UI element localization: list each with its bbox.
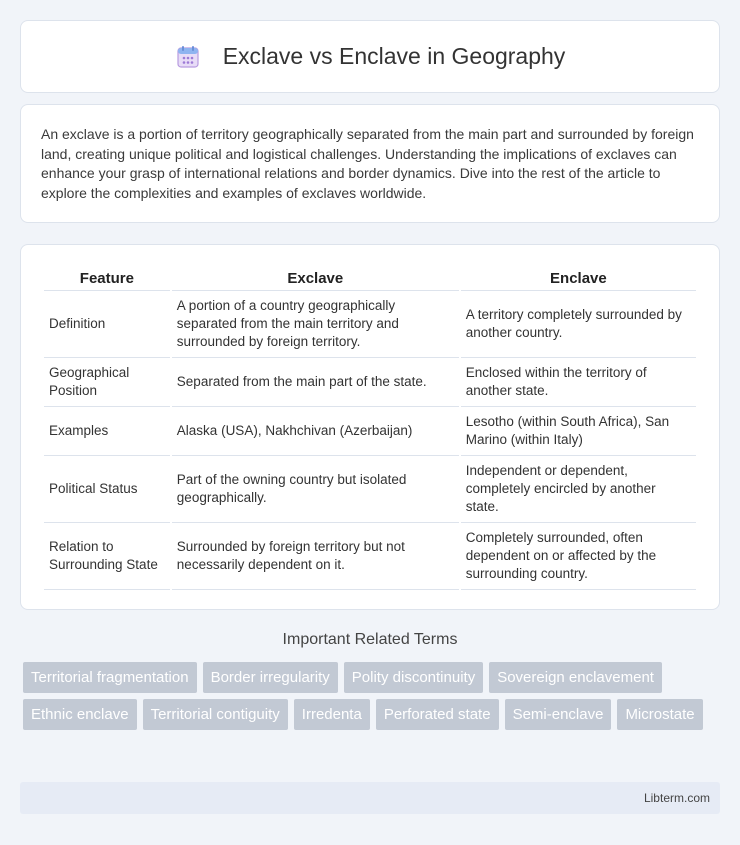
term-tag[interactable]: Ethnic enclave xyxy=(23,699,137,730)
table-cell-enclave: Completely surrounded, often dependent on or affected by the surrounding country. xyxy=(461,523,696,590)
table-row xyxy=(44,291,696,358)
footer xyxy=(20,782,720,814)
table-cell-enclave: Independent or dependent, completely encircled by another state. xyxy=(461,456,696,523)
comparison-table-card xyxy=(20,244,720,610)
header-exclave: Exclave xyxy=(172,265,459,291)
term-tag[interactable]: Perforated state xyxy=(376,699,499,730)
table-cell-feature: Political Status xyxy=(44,456,170,523)
table-cell-exclave: A portion of a country geographically separated from the main territory and surrounded by foreign territory. xyxy=(172,291,459,358)
table-row xyxy=(44,456,696,523)
table-cell-exclave: Separated from the main part of the state. xyxy=(172,358,459,407)
table-cell-exclave: Alaska (USA), Nakhchivan (Azerbaijan) xyxy=(172,407,459,456)
header-feature: Feature xyxy=(44,265,170,291)
table-cell-feature: Relation to Surrounding State xyxy=(44,523,170,590)
term-tag[interactable]: Territorial contiguity xyxy=(143,699,288,730)
term-tag[interactable]: Irredenta xyxy=(294,699,370,730)
title-card xyxy=(20,20,720,93)
table-cell-feature: Geographical Position xyxy=(44,358,170,407)
table-cell-exclave: Part of the owning country but isolated geographically. xyxy=(172,456,459,523)
table-cell-exclave: Surrounded by foreign territory but not necessarily dependent on it. xyxy=(172,523,459,590)
related-terms-list xyxy=(23,662,723,736)
intro-text: An exclave is a portion of territory geographically separated from the main part and surrounded by foreign land, creating unique political and logistical challenges. Understanding the implications of exclaves can enhance your grasp of international relations and border dynamics. Dive into the rest of the article to explore the complexities and examples of exclaves worldwide. xyxy=(41,126,694,201)
term-tag[interactable]: Semi-enclave xyxy=(505,699,612,730)
table-row xyxy=(44,407,696,456)
page-title: Exclave vs Enclave in Geography xyxy=(222,43,566,69)
term-tag[interactable]: Polity discontinuity xyxy=(344,662,483,693)
calendar-icon xyxy=(175,44,201,70)
table-cell-enclave: Enclosed within the territory of another state. xyxy=(461,358,696,407)
intro-card xyxy=(20,104,720,223)
term-tag[interactable]: Sovereign enclavement xyxy=(489,662,662,693)
table-cell-feature: Definition xyxy=(44,291,170,358)
term-tag[interactable]: Territorial fragmentation xyxy=(23,662,197,693)
table-cell-enclave: A territory completely surrounded by another country. xyxy=(461,291,696,358)
related-terms-heading: Important Related Terms xyxy=(282,631,458,648)
table-header-row xyxy=(44,265,696,291)
header-enclave: Enclave xyxy=(461,265,696,291)
table-cell-enclave: Lesotho (within South Africa), San Marino (within Italy) xyxy=(461,407,696,456)
table-row xyxy=(44,358,696,407)
table-row xyxy=(44,523,696,590)
comparison-table xyxy=(42,265,698,590)
footer-site-link[interactable]: Libterm.com xyxy=(643,791,710,805)
table-cell-feature: Examples xyxy=(44,407,170,456)
term-tag[interactable]: Border irregularity xyxy=(203,662,338,693)
term-tag[interactable]: Microstate xyxy=(617,699,702,730)
